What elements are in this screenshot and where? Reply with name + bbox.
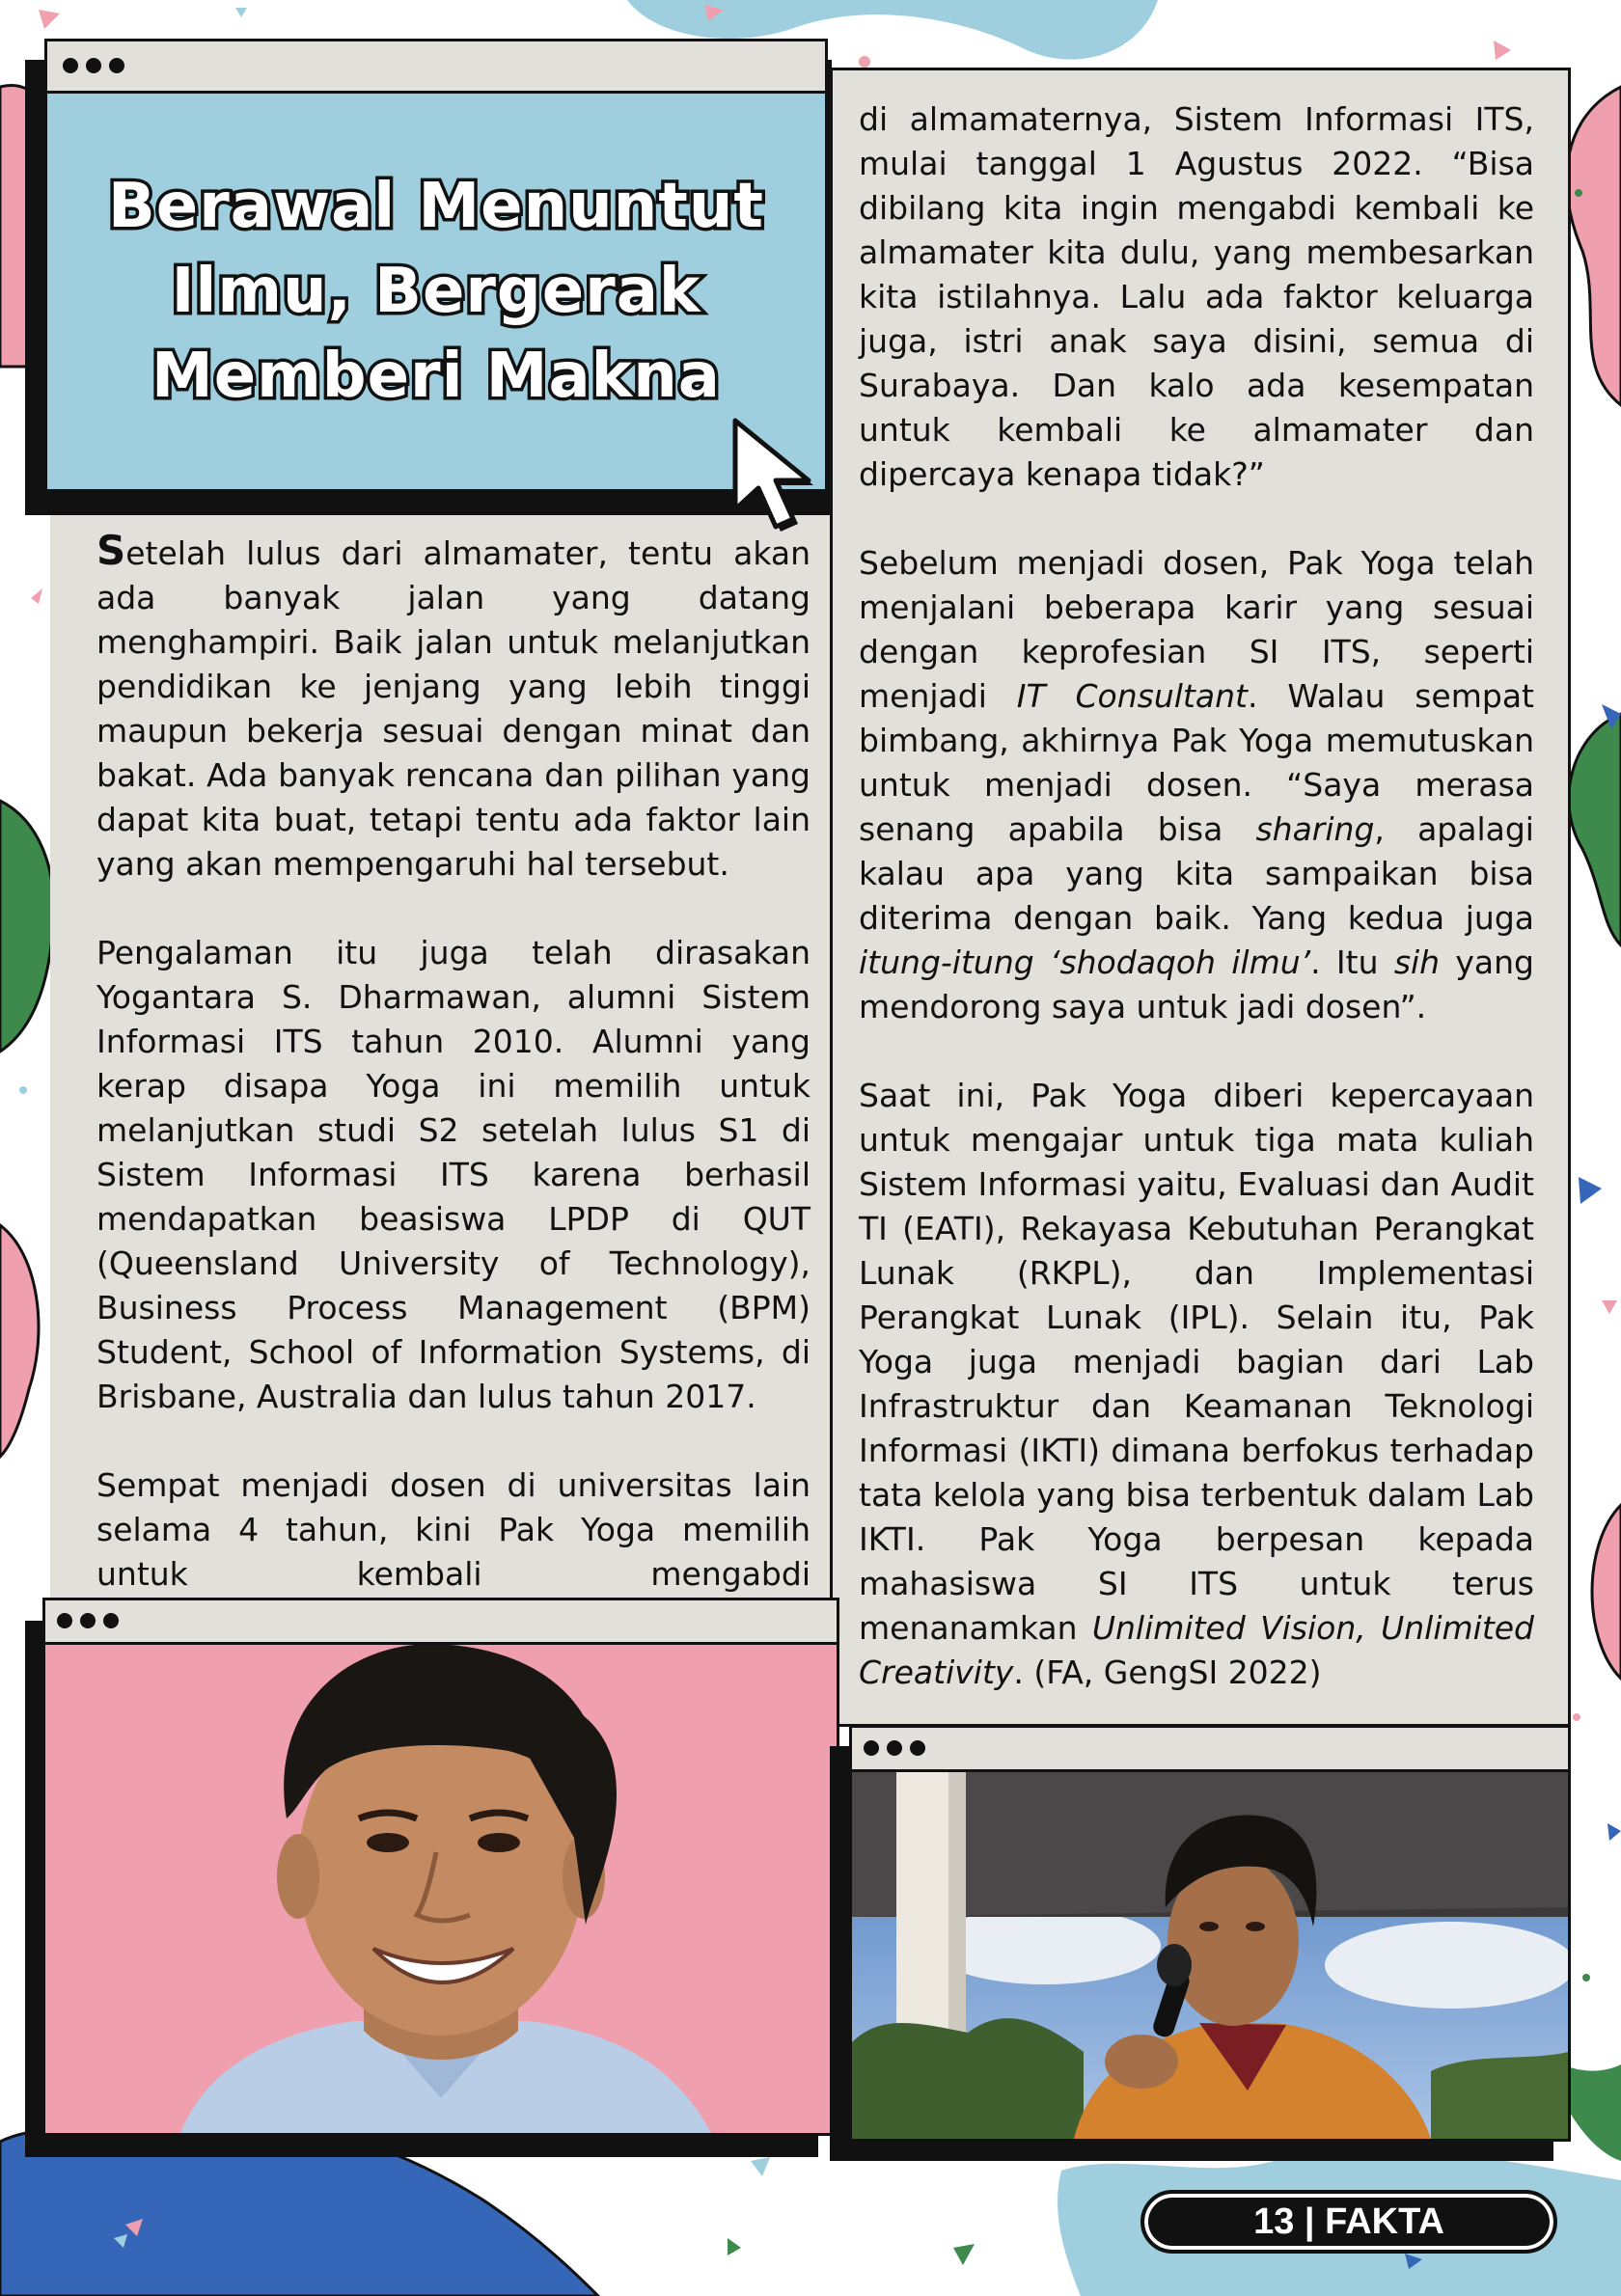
right-paragraph-3: Saat ini, Pak Yoga diberi kepercayaan untuk mengajar untuk tiga mata kuliah Sistem Informasi yaitu, Evaluasi dan Audit TI (EATI), Rekayasa Kebutuhan Perangkat Lunak (RKPL), dan Implementasi Perangkat Lunak (IPL). Selain itu, Pak Yoga juga menjadi bagian dari Lab Infrastruktur dan Keamanan Teknologi Informasi (IKTI) dimana berfokus terhadap tata kelola yang bisa terbentuk dalam Lab IKTI. Pak Yoga berpesan kepada mahasiswa SI ITS untuk terus menanamkan Unlimited Vision, Unlimited Creativity. (FA, GengSI 2022): [859, 1077, 1535, 1691]
window-dots: [63, 58, 124, 73]
right-paragraph-1: di almamaternya, Sistem Informasi ITS, mulai tanggal 1 Agustus 2022. “Bisa dibilang kita ingin mengabdi kembali ke almamater kita dulu, yang membesarkan kita istilahnya. Lalu ada faktor keluarga juga, istri anak saya disini, semua di Surabaya. Dan kalo ada kesempatan untuk kembali ke almamater dan dipercaya kenapa tidak?”: [859, 100, 1534, 493]
title-window-titlebar: [47, 41, 825, 94]
window-dots: [57, 1613, 119, 1628]
left-column-text: [96, 529, 810, 1641]
page-title: Berawal Menuntut Ilmu, Bergerak Memberi Makna: [108, 171, 764, 412]
dot-icon: [103, 1613, 119, 1628]
left-paragraph-2: Pengalaman itu juga telah dirasakan Yogantara S. Dharmawan, alumni Sistem Informasi ITS tahun 2010. Alumni yang kerap disapa Yoga ini memilih untuk melanjutkan studi S2 setelah lulus S1 di Sistem Informasi ITS karena berhasil mendapatkan beasiswa LPDP di QUT (Queensland University of Technology), Business Process Management (BPM) Student, School of Information Systems, di Brisbane, Australia dan lulus tahun 2017.: [96, 934, 810, 1415]
cursor-icon: [726, 413, 832, 538]
title-window: [44, 39, 828, 492]
dot-icon: [80, 1613, 96, 1628]
right-paragraph-2: Sebelum menjadi dosen, Pak Yoga telah menjalani beberapa karir yang sesuai dengan keprofesian SI ITS, seperti menjadi IT Consultant. Walau sempat bimbang, akhirnya Pak Yoga memutuskan untuk menjadi dosen. “Saya merasa senang apabila bisa sharing, apalagi kalau apa yang kita sampaikan bisa diterima dengan baik. Yang kedua juga itung-itung ‘shodaqoh ilmu’. Itu sih yang mendorong saya untuk jadi dosen”.: [859, 544, 1534, 1025]
right-photo-titlebar: [852, 1728, 1568, 1772]
dot-icon: [910, 1740, 925, 1756]
left-photo-titlebar: [45, 1600, 837, 1645]
left-photo-window: [42, 1598, 839, 2136]
right-photo-window: [849, 1725, 1571, 2142]
window-dots: [864, 1740, 925, 1756]
portrait-photo: [45, 1645, 837, 2133]
right-text-panel: [830, 68, 1571, 1727]
dot-icon: [864, 1740, 879, 1756]
dot-icon: [57, 1613, 72, 1628]
dot-icon: [109, 58, 124, 73]
dot-icon: [86, 58, 101, 73]
left-paragraph-1: Setelah lulus dari almamater, tentu akan ada banyak jalan yang datang menghampiri. Baik jalan untuk melanjutkan pendidikan ke jenjang yang lebih tinggi maupun bekerja sesuai dengan minat dan bakat. Ada banyak rencana dan pilihan yang dapat kita buat, tetapi tentu ada faktor lain yang akan mempengaruhi hal tersebut.: [96, 527, 810, 883]
left-paragraph-3: Sempat menjadi dosen di universitas lain selama 4 tahun, kini Pak Yoga memilih untuk kembali mengabdi: [96, 1466, 810, 1593]
right-column-text: [859, 97, 1534, 1739]
speaking-photo: [852, 1772, 1568, 2139]
left-text-panel: [50, 502, 841, 1601]
drop-cap: S: [96, 527, 126, 574]
dot-icon: [887, 1740, 902, 1756]
page-footer: 13 | FAKTA: [1140, 2190, 1557, 2254]
dot-icon: [63, 58, 78, 73]
